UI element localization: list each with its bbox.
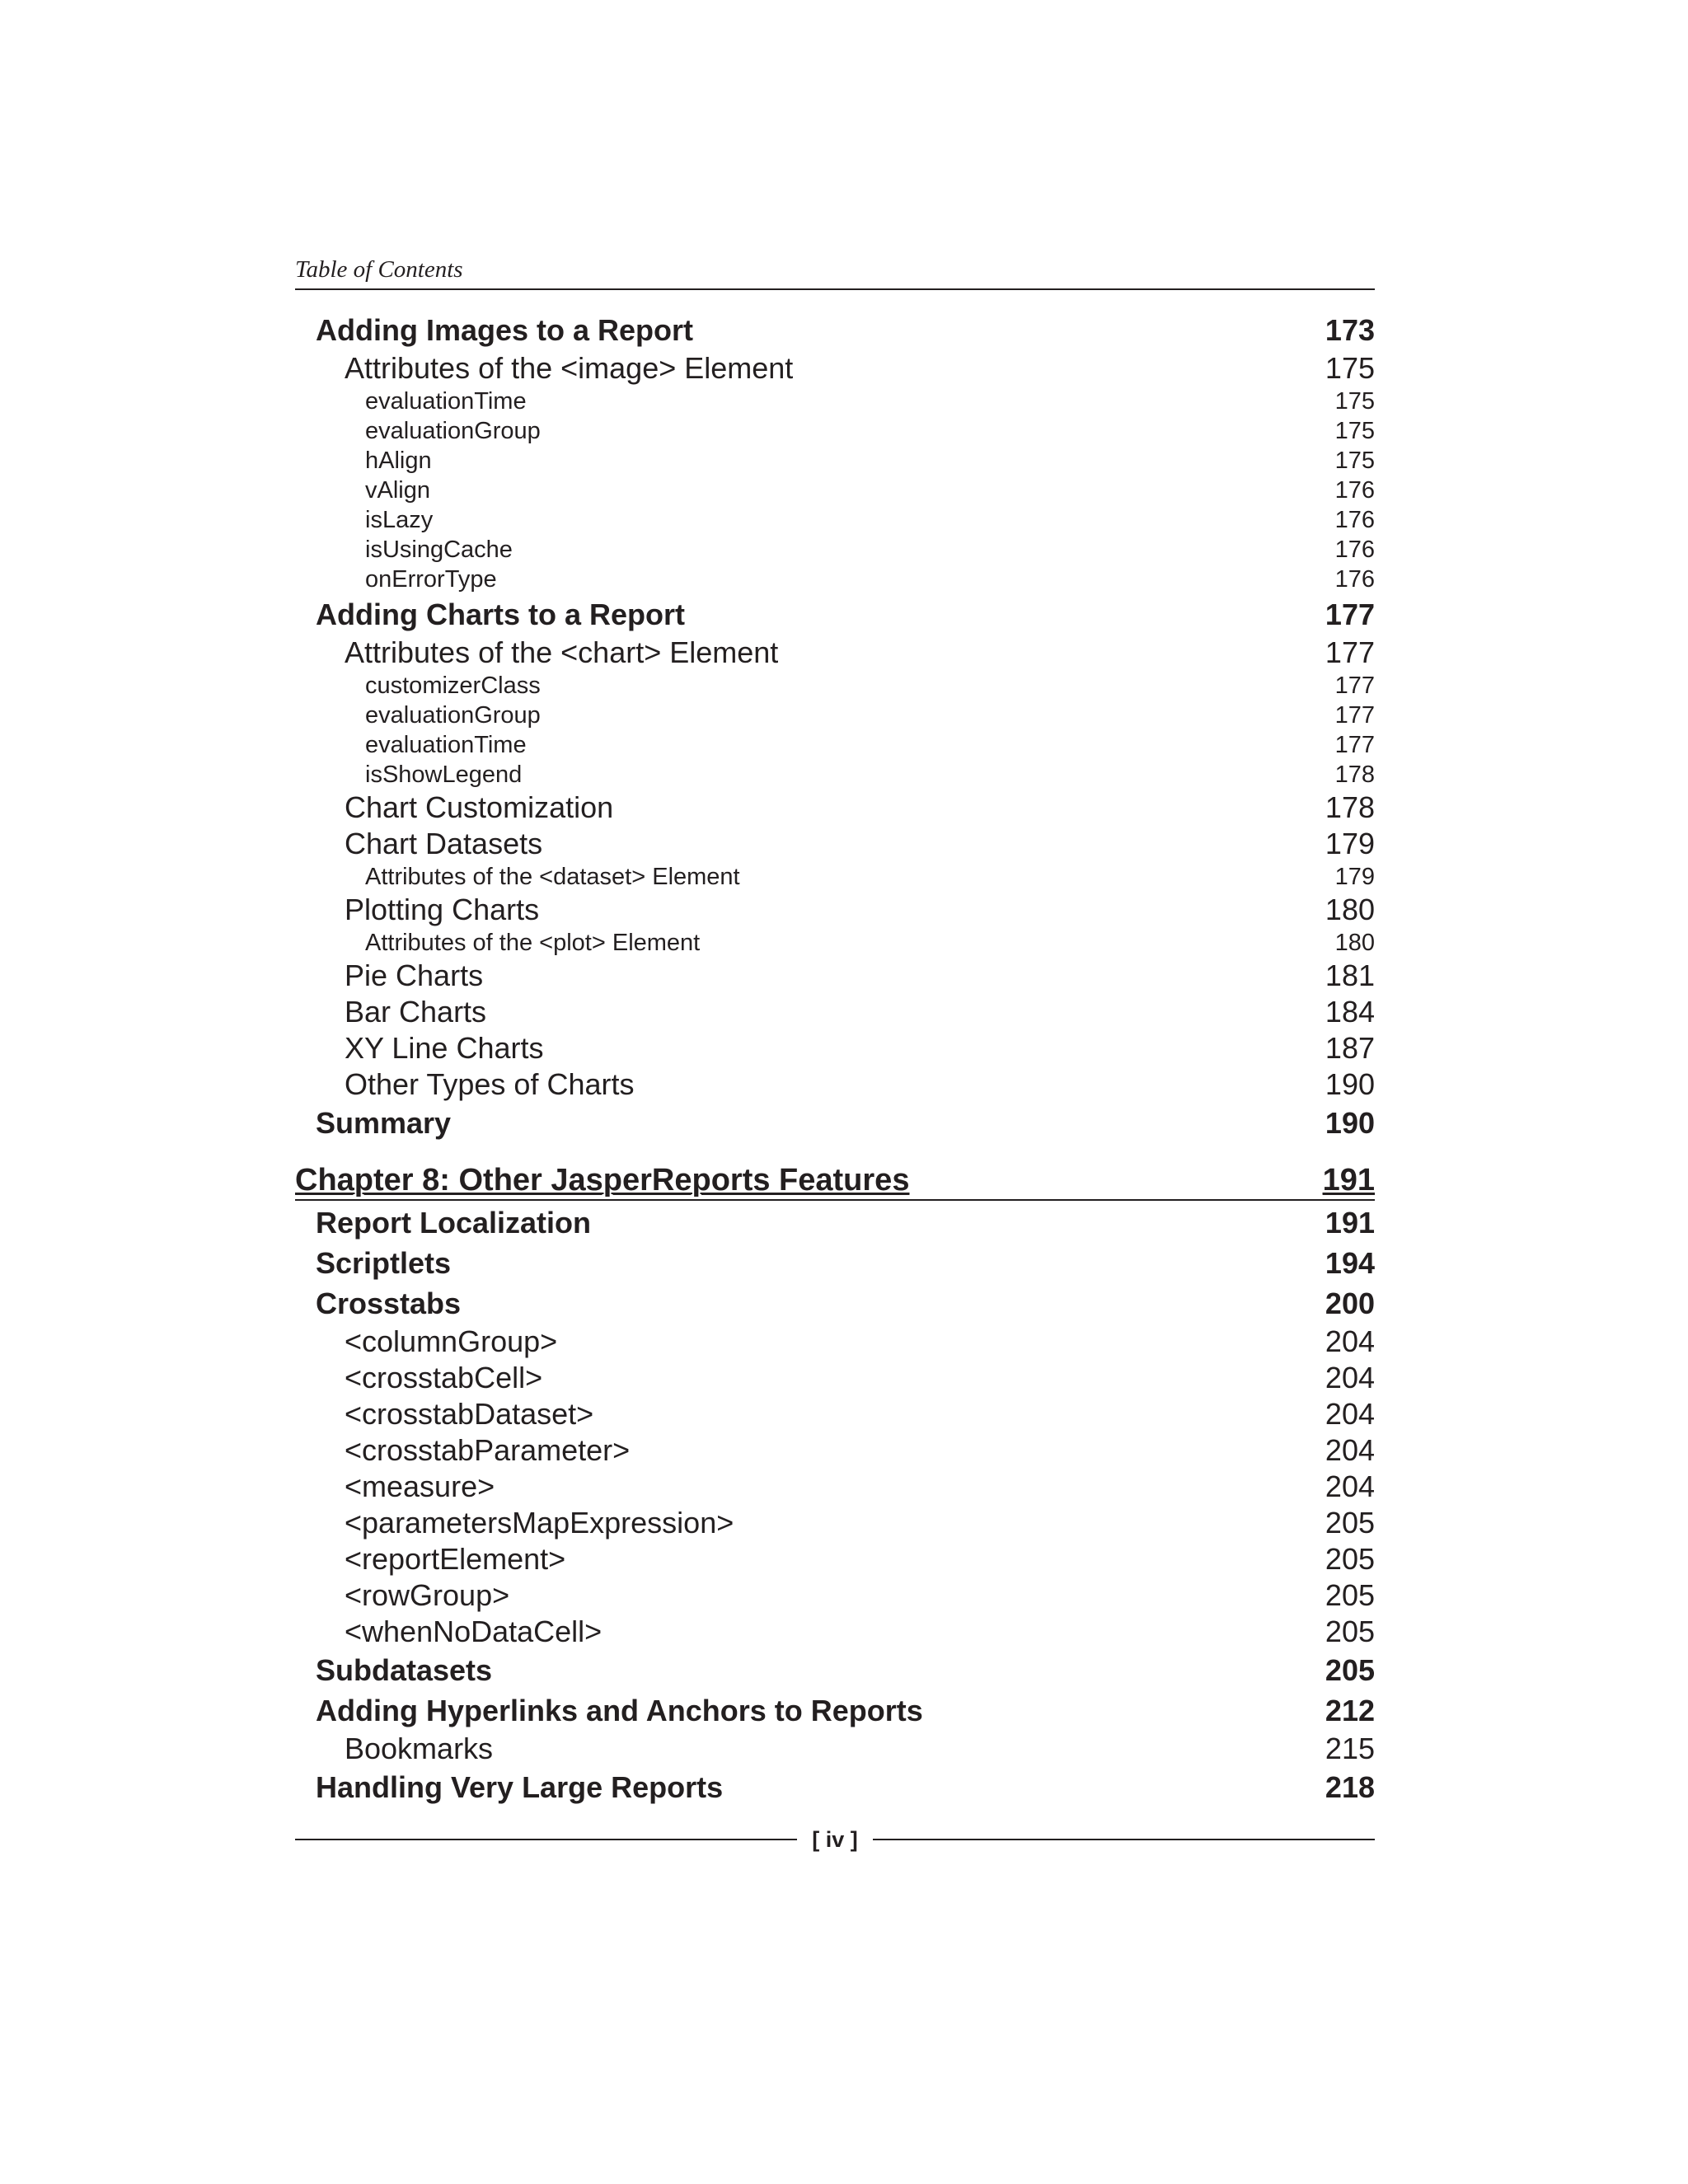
toc-entry[interactable]	[295, 671, 1375, 701]
toc-entry-title: Attributes of the <plot> Element	[365, 930, 701, 956]
toc-entry-title: Scriptlets	[316, 1246, 452, 1280]
toc-entry[interactable]	[295, 1103, 1375, 1143]
toc-entry[interactable]	[295, 1469, 1375, 1505]
toc-entry-title: Attributes of the <image> Element	[345, 351, 794, 385]
toc-entry[interactable]	[295, 535, 1375, 565]
toc-entry-title: XY Line Charts	[345, 1031, 544, 1065]
toc-entry[interactable]	[295, 1650, 1375, 1690]
toc-page-number: 212	[1325, 1694, 1375, 1727]
toc-entry-title: isShowLegend	[365, 762, 523, 788]
toc-entry-title: evaluationTime	[365, 388, 527, 415]
toc-page-number: 177	[1334, 673, 1375, 699]
toc-entry[interactable]	[295, 350, 1375, 387]
toc-entry[interactable]	[295, 730, 1375, 760]
toc-page-number: 176	[1334, 537, 1375, 563]
toc-page-number: 178	[1334, 762, 1375, 788]
toc-entry[interactable]	[295, 790, 1375, 826]
toc-page-number: 179	[1325, 827, 1375, 860]
toc-page-number: 177	[1334, 702, 1375, 729]
toc-entry-title: evaluationGroup	[365, 418, 541, 444]
toc-entry-title: <parametersMapExpression>	[345, 1506, 734, 1540]
toc-page-number: 218	[1325, 1770, 1375, 1804]
toc-chapter-entry[interactable]	[295, 1161, 1375, 1201]
toc-page	[295, 255, 1375, 1807]
toc-entry[interactable]	[295, 892, 1375, 928]
toc-entry-title: <measure>	[345, 1469, 495, 1503]
toc-page-number: 175	[1334, 418, 1375, 444]
toc-page-number: 180	[1325, 893, 1375, 926]
toc-entry-title: Chart Datasets	[345, 827, 543, 860]
toc-entry[interactable]	[295, 565, 1375, 594]
toc-page-number: 190	[1325, 1067, 1375, 1101]
toc-entry-title: <crosstabDataset>	[345, 1397, 594, 1431]
toc-page-number: 177	[1325, 635, 1375, 669]
toc-page-number: 173	[1325, 313, 1375, 347]
toc-entry[interactable]	[295, 958, 1375, 994]
toc-entry-title: Report Localization	[316, 1206, 592, 1240]
toc-entry-title: isLazy	[365, 507, 434, 533]
toc-page-number: 181	[1325, 958, 1375, 992]
toc-page-number: 205	[1325, 1578, 1375, 1612]
toc-entry-title: <columnGroup>	[345, 1324, 558, 1358]
toc-entry-title: Summary	[316, 1106, 452, 1140]
toc-entry[interactable]	[295, 994, 1375, 1030]
toc-page-number: 176	[1334, 477, 1375, 504]
toc-entry[interactable]	[295, 476, 1375, 505]
toc-entry-title: vAlign	[365, 477, 430, 504]
toc-entry-title: evaluationTime	[365, 732, 527, 758]
toc-entry-title: Bar Charts	[345, 995, 487, 1029]
toc-page-number: 175	[1334, 448, 1375, 474]
toc-entry[interactable]	[295, 594, 1375, 635]
toc-entry[interactable]	[295, 1432, 1375, 1469]
toc-page-number: 205	[1325, 1615, 1375, 1648]
toc-page-number: 204	[1325, 1469, 1375, 1503]
toc-entry-title: Other Types of Charts	[345, 1067, 635, 1101]
toc-page-number: 205	[1325, 1506, 1375, 1540]
toc-entry-title: <reportElement>	[345, 1542, 566, 1576]
toc-entry-title: Attributes of the <dataset> Element	[365, 864, 740, 890]
toc-page-number: 200	[1325, 1286, 1375, 1320]
toc-entry[interactable]	[295, 826, 1375, 862]
toc-entry-title: Adding Images to a Report	[316, 313, 694, 347]
toc-entry[interactable]	[295, 1731, 1375, 1767]
toc-entry[interactable]	[295, 1030, 1375, 1066]
toc-entry[interactable]	[295, 1505, 1375, 1541]
toc-entry[interactable]	[295, 1066, 1375, 1103]
toc-entry[interactable]	[295, 635, 1375, 671]
toc-entry[interactable]	[295, 1614, 1375, 1650]
toc-page-number: 215	[1325, 1732, 1375, 1765]
toc-page-number: 177	[1325, 598, 1375, 631]
toc-page-number: 184	[1325, 995, 1375, 1029]
toc-entry[interactable]	[295, 1283, 1375, 1324]
toc-entry-title: Crosstabs	[316, 1286, 462, 1320]
toc-entry[interactable]	[295, 862, 1375, 892]
toc-page-number: 187	[1325, 1031, 1375, 1065]
toc-entry-title: Pie Charts	[345, 958, 484, 992]
toc-entry-title: <crosstabCell>	[345, 1361, 543, 1394]
toc-entry-title: Handling Very Large Reports	[316, 1770, 724, 1804]
toc-entry[interactable]	[295, 701, 1375, 730]
toc-entry[interactable]	[295, 416, 1375, 446]
toc-entry-title: Chart Customization	[345, 790, 614, 824]
toc-page-number: 191	[1325, 1206, 1375, 1240]
toc-page-number: 175	[1325, 351, 1375, 385]
toc-entry-title: hAlign	[365, 448, 432, 474]
toc-page-number: 194	[1325, 1246, 1375, 1280]
toc-entry[interactable]	[295, 1767, 1375, 1807]
chapter-title: Chapter 8: Other JasperReports Features	[295, 1163, 910, 1197]
toc-page-number: 204	[1325, 1324, 1375, 1358]
toc-page-number: 176	[1334, 507, 1375, 533]
toc-entry-title: evaluationGroup	[365, 702, 541, 729]
toc-page-number: 204	[1325, 1361, 1375, 1394]
toc-entry[interactable]	[295, 1324, 1375, 1360]
toc-page-number: 204	[1325, 1433, 1375, 1467]
toc-page-number: 205	[1325, 1542, 1375, 1576]
toc-page-number: 177	[1334, 732, 1375, 758]
toc-entry-title: <rowGroup>	[345, 1578, 510, 1612]
toc-entry[interactable]	[295, 1690, 1375, 1731]
toc-entry-title: Subdatasets	[316, 1653, 493, 1687]
toc-page-number: 204	[1325, 1397, 1375, 1431]
toc-entry-title: Adding Charts to a Report	[316, 598, 685, 631]
toc-entry-title: <whenNoDataCell>	[345, 1615, 603, 1648]
page-footer	[295, 1823, 1375, 1856]
toc-entry-title: Attributes of the <chart> Element	[345, 635, 779, 669]
toc-page-number: 179	[1334, 864, 1375, 890]
toc-entry-title: customizerClass	[365, 673, 541, 699]
toc-entry[interactable]	[295, 1396, 1375, 1432]
footer-rule-right	[873, 1839, 1375, 1840]
footer-rule-left	[295, 1839, 797, 1840]
toc-entry-title: isUsingCache	[365, 537, 513, 563]
toc-entry[interactable]	[295, 928, 1375, 958]
toc-entry-title: Bookmarks	[345, 1732, 494, 1765]
toc-page-number: 191	[1322, 1163, 1375, 1197]
toc-page-number: 180	[1334, 930, 1375, 956]
toc-page-number: 205	[1325, 1653, 1375, 1687]
toc-entry[interactable]	[295, 505, 1375, 535]
toc-entry[interactable]	[295, 1243, 1375, 1283]
toc-entry[interactable]	[295, 1577, 1375, 1614]
toc-entry[interactable]	[295, 446, 1375, 476]
toc-list	[295, 310, 1375, 1807]
toc-entry-title: Plotting Charts	[345, 893, 540, 926]
toc-page-number: 175	[1334, 388, 1375, 415]
toc-entry[interactable]	[295, 387, 1375, 416]
toc-page-number: 190	[1325, 1106, 1375, 1140]
toc-entry[interactable]	[295, 1541, 1375, 1577]
running-header: Table of Contents	[295, 255, 1375, 290]
toc-entry[interactable]	[295, 1360, 1375, 1396]
page-folio: [ iv ]	[812, 1826, 858, 1852]
toc-entry[interactable]	[295, 1202, 1375, 1243]
toc-page-number: 178	[1325, 790, 1375, 824]
toc-entry-title: <crosstabParameter>	[345, 1433, 631, 1467]
toc-page-number: 176	[1334, 566, 1375, 593]
toc-entry[interactable]	[295, 760, 1375, 790]
toc-entry[interactable]	[295, 310, 1375, 350]
toc-entry-title: Adding Hyperlinks and Anchors to Reports	[316, 1694, 923, 1727]
toc-entry-title: onErrorType	[365, 566, 497, 593]
